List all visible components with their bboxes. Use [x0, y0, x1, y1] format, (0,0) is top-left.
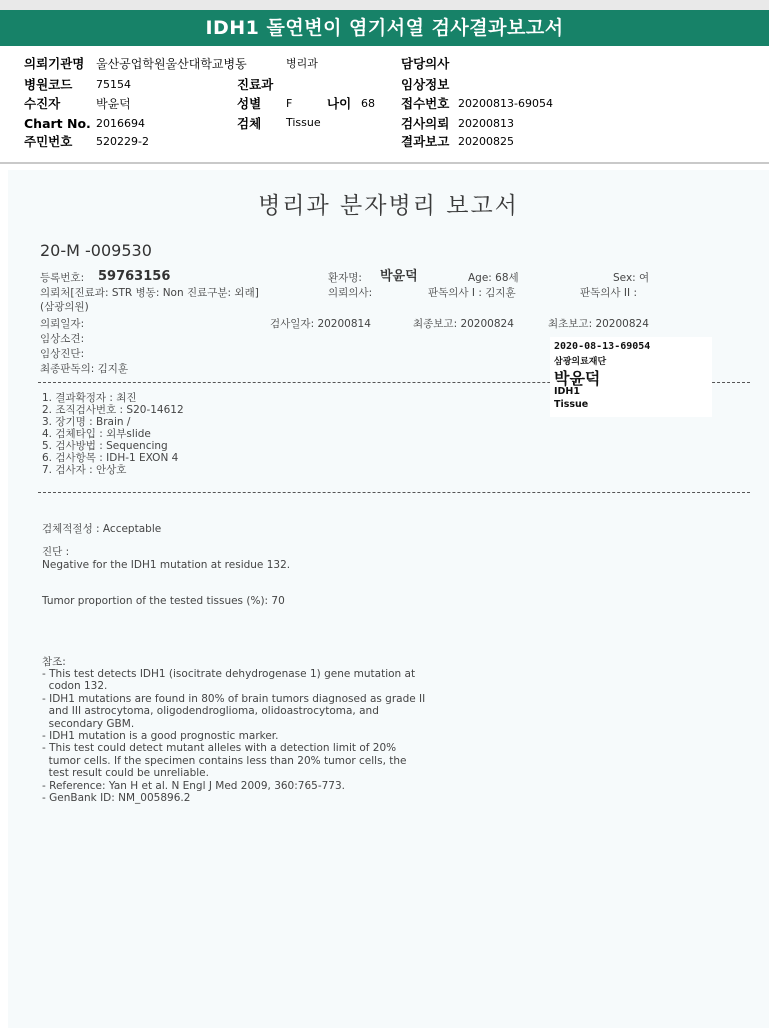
first-report-date: 최초보고: 20200824 [548, 318, 649, 330]
scanned-report [8, 170, 769, 1028]
request-date: 의뢰일자: [40, 318, 85, 330]
diagnosis-text: Negative for the IDH1 mutation at residue 132. [42, 559, 291, 571]
patient-name-value: 박윤덕 [380, 269, 418, 284]
note-line: codon 132. [42, 680, 108, 693]
pathology-number: 20-M -009530 [40, 241, 152, 260]
reg-no-value: 59763156 [98, 269, 171, 284]
specimen-adequacy: 검체적절성 : Acceptable [42, 523, 162, 535]
page-title: IDH1 돌연변이 염기서열 검사결과보고서 [0, 10, 769, 46]
stamp-org: 삼광의료재단 [554, 357, 607, 367]
hospital-name: (삼광의원) [40, 301, 89, 313]
final-reader: 최종판독의: 김지훈 [40, 363, 129, 375]
sex-label: 성별 [237, 96, 262, 111]
receipt-value: 20200813-69054 [458, 97, 553, 110]
patient-value: 박윤덕 [96, 97, 131, 111]
result-report-label: 결과보고 [401, 134, 450, 149]
note-line: tumor cells. If the specimen contains less than 20% tumor cells, the [42, 754, 407, 767]
stamp-test: IDH1 [554, 386, 580, 397]
department-value: 병리과 [286, 57, 318, 70]
specimen-value: Tissue [286, 116, 321, 129]
report-items [42, 392, 184, 476]
chart-no-label: Chart No. [24, 116, 91, 131]
note-line: - Reference: Yan H et al. N Engl J Med 2009, 360:765-773. [42, 779, 345, 792]
reference-notes [42, 668, 425, 804]
result-report-value: 20200825 [458, 135, 514, 148]
sex-value: F [286, 97, 293, 110]
note-line: - GenBank ID: NM_005896.2 [42, 792, 191, 805]
clinic-label: 진료과 [237, 77, 274, 92]
note-line: test result could be unreliable. [42, 767, 209, 780]
section-divider [0, 162, 769, 164]
specimen-label-stamp [550, 337, 712, 417]
report-item: 3. 장기명 : Brain / [42, 416, 131, 428]
age-text: Age: 68세 [468, 272, 519, 284]
note-line: - This test could detect mutant alleles with a detection limit of 20% [42, 742, 397, 755]
institution-label: 의뢰기관명 [24, 56, 85, 71]
note-line: - IDH1 mutation is a good prognostic marker. [42, 730, 279, 743]
reg-no-label: 등록번호: [40, 272, 85, 284]
rrn-value: 520229-2 [96, 135, 149, 148]
dashed-divider [38, 492, 750, 493]
doctor-label: 담당의사 [401, 56, 450, 71]
note-line: - IDH1 mutations are found in 80% of brain tumors diagnosed as grade II [42, 692, 426, 705]
hospital-code-value: 75154 [96, 78, 131, 91]
report-item: 2. 조직검사번호 : S20-14612 [42, 404, 184, 416]
age-value: 68 [361, 97, 375, 110]
stamp-date: 2020-08-13-69054 [554, 341, 651, 352]
sex-text: Sex: 여 [613, 272, 650, 284]
report-item: 4. 검체타입 : 외부slide [42, 428, 151, 440]
clinical-findings: 임상소견: [40, 333, 85, 345]
referral-info: 의뢰처[진료과: STR 병동: Non 진료구분: 외래] [40, 287, 259, 299]
hospital-code-label: 병원코드 [24, 77, 73, 92]
pathologist-2: 판독의사 II : [580, 287, 637, 299]
request-value: 20200813 [458, 117, 514, 130]
request-label: 검사의뢰 [401, 116, 450, 131]
stamp-specimen: Tissue [554, 399, 589, 410]
top-bar [0, 0, 769, 10]
patient-name-label: 환자명: [328, 272, 362, 284]
receipt-label: 접수번호 [401, 96, 450, 111]
diagnosis-label: 진단 : [42, 546, 70, 558]
clinical-diagnosis: 임상진단: [40, 348, 85, 360]
age-label: 나이 [327, 96, 352, 111]
report-item: 1. 결과확정자 : 최진 [42, 392, 137, 404]
patient-label: 수진자 [24, 96, 61, 111]
report-item: 7. 검사자 : 안상호 [42, 464, 127, 476]
report-title: 병리과 분자병리 보고서 [258, 193, 519, 219]
note-line: - This test detects IDH1 (isocitrate dehydrogenase 1) gene mutation at [42, 668, 416, 680]
clinical-info-label: 임상정보 [401, 77, 450, 92]
chart-no-value: 2016694 [96, 117, 145, 130]
note-line: and III astrocytoma, oligodendroglioma, olidoastrocytoma, and [42, 705, 379, 718]
report-item: 5. 검사방법 : Sequencing [42, 440, 168, 452]
final-report-date: 최종보고: 20200824 [413, 318, 514, 330]
exam-date: 검사일자: 20200814 [270, 318, 371, 330]
pathologist-1: 판독의사 I : 김지훈 [428, 287, 516, 299]
reference-label: 참조: [42, 656, 66, 668]
rrn-label: 주민번호 [24, 134, 73, 149]
institution-value: 울산공업학원울산대학교병동 [96, 57, 247, 71]
stamp-name: 박윤덕 [554, 369, 601, 388]
referring-doctor: 의뢰의사: [328, 287, 373, 299]
tumor-proportion: Tumor proportion of the tested tissues (%): 70 [42, 595, 285, 607]
note-line: secondary GBM. [42, 717, 135, 730]
report-item: 6. 검사항목 : IDH-1 EXON 4 [42, 452, 179, 464]
specimen-label: 검체 [237, 116, 262, 131]
